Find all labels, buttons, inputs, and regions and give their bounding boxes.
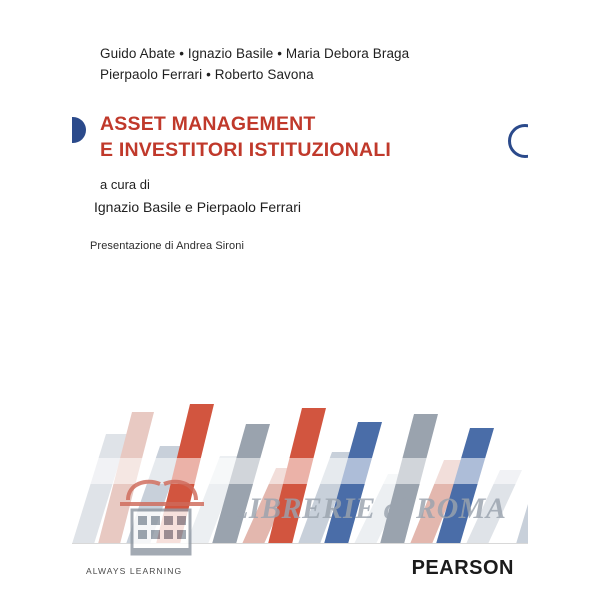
authors-line-1: Guido Abate • Ignazio Basile • Maria Debora Braga [100,46,410,61]
book-title-line-1: ASSET MANAGEMENT [100,113,316,135]
editors-block [94,175,498,218]
footer-tagline: ALWAYS LEARNING [86,566,183,576]
watermark-text: LIBRERIE di ROMA [230,492,507,525]
band-highlight-stripe [72,458,528,484]
book-front-cover [72,12,528,588]
chevron-graphic-band [72,394,528,544]
authors-line-2: Pierpaolo Ferrari • Roberto Savona [100,66,314,82]
editors-names: Ignazio Basile e Pierpaolo Ferrari [94,198,301,215]
editors-intro: a cura di [100,177,150,192]
book-title-line-2: E INVESTITORI ISTITUZIONALI [100,139,392,162]
publisher-logo-text: PEARSON [411,557,514,579]
decorative-circle-right-icon [508,124,528,158]
authors-block [100,44,500,86]
presentation-credit: Presentazione di Andrea Sironi [90,240,245,252]
book-title [100,111,504,164]
publisher-footer [72,543,528,588]
decorative-circle-left-icon [72,117,86,143]
